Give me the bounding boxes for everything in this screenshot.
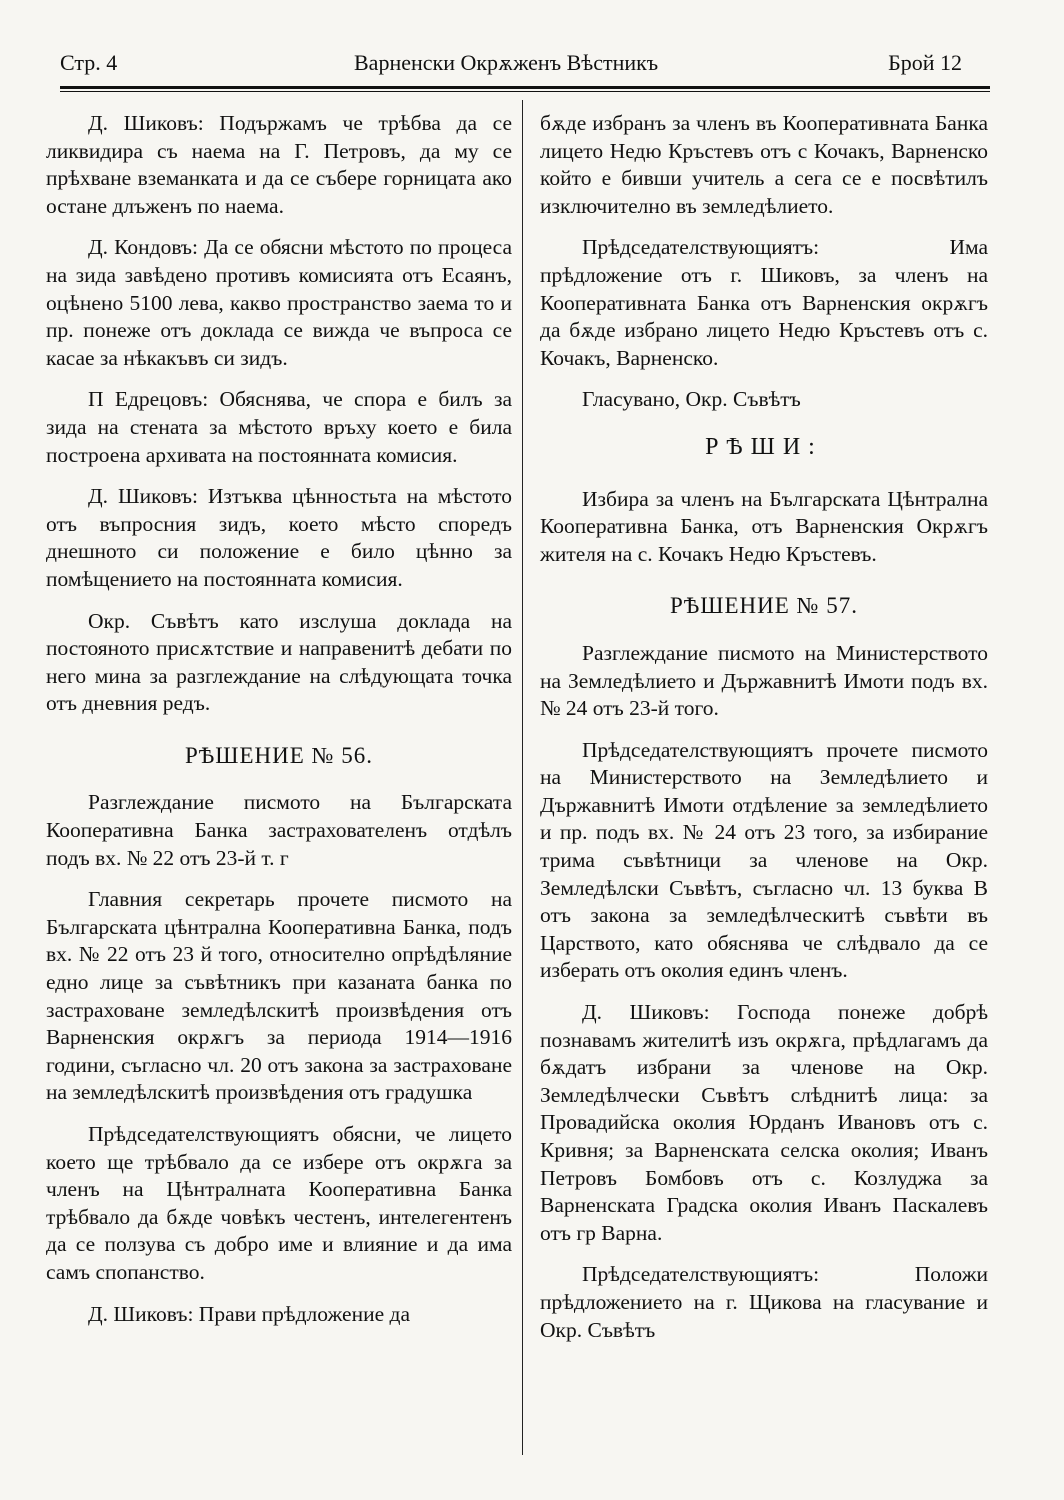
header-rule-thick [60, 86, 990, 89]
paragraph: Прѣдседателствующиятъ обясни, че лицето което ще трѣбвало да се избере отъ окрѫга за членъ на Цѣнтралната Кооперативна Банка трѣбвало да бѫде човѣкъ честенъ, интелегентенъ да се ползува съ добро име и влияние и да има самъ спопанство. [46, 1122, 512, 1284]
paragraph: Д. Шиковъ: Господа понеже добрѣ познавамъ жителитѣ изъ окрѫга, прѣдлагамъ да бѫдатъ избрани за членове на Окр. Земледѣлчески Съвѣтъ слѣднитѣ лица: за Провадийска околия Юрданъ Ивановъ отъ с. Кривня; за Варненската селска околия; Иванъ Петровъ Бомбовъ отъ с. Козлуджа за Варненската Градска околия Иванъ Паскалевъ отъ гр Варна. [540, 1000, 988, 1245]
paragraph: Прѣдседателствующиятъ прочете писмото на Министерството на Земледѣлието и Държавнитѣ Имоти отдѣление за земледѣлието и пр. подъ вх. № 24 отъ 23 того, за избирание трима съвѣтници за членове на Окр. Земледѣлски Съвѣтъ, съгласно чл. 13 буква В отъ закона за земледѣлческитѣ съвѣти въ Царството, като обяснява че слѣдвало да се изберать отъ околия единъ членъ. [540, 737, 988, 983]
newspaper-title: Варненски Окрѫженъ Вѣстникъ [354, 50, 659, 75]
paragraph: Избира за членъ на Българската Цѣнтрална Кооперативна Банка, отъ Варненския Окрѫгъ жителя на с. Кочакъ Недю Кръстевъ. [540, 486, 988, 566]
paragraph: бѫде избранъ за членъ въ Кооперативната Банка лицето Недю Кръстевъ отъ с Кочакъ, Варненско който е бивши учитель а сега се е посвѣтилъ изключително въ земледѣлието. [540, 111, 988, 218]
paragraph: П Едрецовъ: Обяснява, че спора е билъ за зида на стената за мѣстото връху което е била построена архивата на постоянната комисия. [46, 387, 512, 467]
decision-heading: РѢШЕНИЕ № 56. [185, 742, 373, 768]
paragraph: Прѣдседателствующиятъ: Положи прѣдложението на г. Щикова на гласувание и Окр. Съвѣтъ [540, 1262, 988, 1342]
page-header [60, 46, 990, 82]
left-column [46, 110, 512, 1342]
paragraph: Д. Кондовъ: Да се обясни мѣстото по процеса на зида завѣдено противъ комисията отъ Есаянъ, оцѣнено 5100 лева, какво пространство заема то и пр. понеже отъ доклада се вижда че въпроса се касае за нѣкакъвъ си зидъ. [46, 235, 512, 370]
paragraph: Разглеждание писмото на Българската Кооперативна Банка застрахователенъ отдѣлъ подъ вх. № 22 отъ 23-й т. г [46, 790, 512, 870]
header-rule-thin [60, 91, 990, 92]
paragraph: Гласувано, Окр. Съвѣтъ [582, 387, 801, 412]
paragraph: Прѣдседателствующиятъ: Има прѣдложение отъ г. Шиковъ, за членъ на Кооперативната Банка отъ Варненския окрѫгъ да бѫде избрано лицето Недю Кръстевъ отъ с. Кочакъ, Варненско. [540, 235, 988, 370]
paragraph: Д. Шиковъ: Подържамъ че трѣбва да се ликвидира съ наема на Г. Петровъ, да му се прѣхване вземанката и да се събере горницата ако остане длъженъ по наема. [46, 111, 512, 218]
paragraph: Д. Шиковъ: Изтъква цѣнностьта на мѣстото отъ въпросния зидъ, което мѣсто споредъ днешното си положение е било цѣнно за помѣщението на постоянната комисия. [46, 484, 512, 591]
decided-heading: РѢШИ: [705, 433, 823, 460]
decision-heading: РѢШЕНИЕ № 57. [670, 593, 858, 619]
paragraph: Главния секретарь прочете писмото на Българската цѣнтрална Кооперативна Банка, подъ вх. № 22 отъ 23 й того, относително опрѣдѣляние едно лице за съвѣтникъ при казаната банка по застраховане земледѣлскитѣ произвѣдения отъ Варненския окрѫгъ за периода 1914—1916 години, съгласно чл. 20 отъ закона за застраховане на земледѣлскитѣ произвѣдения отъ градушка [46, 887, 512, 1105]
right-column [540, 110, 988, 1358]
page-number: Стр. 4 [60, 50, 118, 75]
paragraph: Окр. Съвѣтъ като изслуша доклада на постояното присѫтствие и направенитѣ дебати по него мина за разглеждание на слѣдующата точка отъ дневния редъ. [46, 608, 512, 716]
paragraph: Д. Шиковъ: Прави прѣдложение да [88, 1301, 410, 1326]
issue-number: Брой 12 [888, 50, 962, 75]
paragraph: Разглеждание писмото на Министерството на Земледѣлието и Държавнитѣ Имоти подъ вх. № 24 отъ 23-й того. [540, 640, 988, 721]
column-divider [522, 100, 523, 1455]
